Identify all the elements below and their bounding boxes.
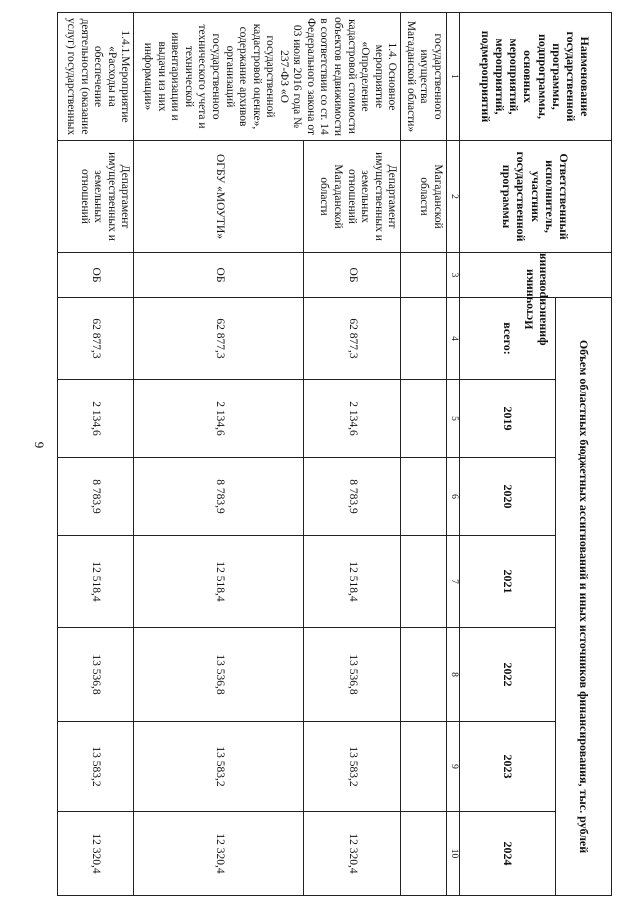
header-row-1 bbox=[556, 13, 612, 896]
row-value-2023 bbox=[401, 722, 447, 812]
row-value-2022 bbox=[401, 628, 447, 722]
table-row bbox=[58, 13, 134, 896]
row-value-2024: 12 320,4 bbox=[58, 812, 134, 896]
row-total bbox=[401, 298, 447, 380]
col-number: 3 bbox=[447, 253, 460, 298]
row-value-2023: 13 583,2 bbox=[134, 722, 304, 812]
row-name: 1.4.1.Мероприятие «Расходы на обеспечение деятельности (оказание услуг) государственных bbox=[58, 13, 134, 141]
table-row bbox=[134, 13, 304, 896]
row-source: ОБ bbox=[58, 253, 134, 298]
col-number: 9 bbox=[447, 722, 460, 812]
row-name: государственного имущества Магаданской области» bbox=[401, 13, 447, 141]
row-executor: ОГБУ «МОУТИ» bbox=[134, 141, 304, 253]
row-value-2020: 8 783,9 bbox=[58, 458, 134, 536]
header-executor: Ответственный исполнитель, участник государственной программы bbox=[460, 141, 612, 253]
row-total: 62 877,3 bbox=[304, 298, 401, 380]
header-volume: Объем областных бюджетных ассигнований и иных источников финансирования, тыс. рублей bbox=[556, 298, 612, 896]
row-value-2023: 13 583,2 bbox=[304, 722, 401, 812]
header-name: Наименование государственной программы, подпрограммы, основных мероприятий, мероприятий, подмероприятий bbox=[460, 13, 612, 141]
header-year-2023: 2023 bbox=[460, 722, 556, 812]
rotated-table-container bbox=[57, 12, 612, 895]
row-value-2021 bbox=[401, 536, 447, 628]
table-row bbox=[304, 13, 401, 896]
row-value-2020 bbox=[401, 458, 447, 536]
table-wrapper bbox=[57, 12, 612, 895]
row-value-2020: 8 783,9 bbox=[134, 458, 304, 536]
table-row bbox=[401, 13, 447, 896]
header-year-2022: 2022 bbox=[460, 628, 556, 722]
row-value-2024 bbox=[401, 812, 447, 896]
col-number: 1 bbox=[447, 13, 460, 141]
row-source: ОБ bbox=[304, 253, 401, 298]
row-total: 62 877,3 bbox=[134, 298, 304, 380]
row-value-2022: 13 536,8 bbox=[304, 628, 401, 722]
col-number: 7 bbox=[447, 536, 460, 628]
row-value-2022: 13 536,8 bbox=[134, 628, 304, 722]
row-name: 1.4. Основное мероприятие «Определение кадастровой стоимости объектов недвижимости в соответствии со ст. 14 Федерального закона от 03 июля 2016 года № 237-ФЗ «О государственной кадастровой оценке», содержание архивов организаций государственного технического учета и технической инвентаризации и выдачи из них информации» bbox=[134, 13, 401, 141]
row-executor: Департамент имущественных и земельных отношений Магаданской области bbox=[304, 141, 401, 253]
page-number: 9 bbox=[32, 441, 47, 449]
row-source bbox=[401, 253, 447, 298]
header-sources-text: Источники финансирования bbox=[521, 253, 549, 346]
header-total: всего: bbox=[460, 298, 556, 380]
row-value-2019: 2 134,6 bbox=[304, 380, 401, 458]
col-number: 4 bbox=[447, 298, 460, 380]
row-value-2019: 2 134,6 bbox=[58, 380, 134, 458]
financing-table bbox=[57, 12, 612, 896]
row-value-2024: 12 320,4 bbox=[134, 812, 304, 896]
row-source: ОБ bbox=[134, 253, 304, 298]
row-value-2024: 12 320,4 bbox=[304, 812, 401, 896]
row-value-2020: 8 783,9 bbox=[304, 458, 401, 536]
column-number-row bbox=[447, 13, 460, 896]
col-number: 6 bbox=[447, 458, 460, 536]
row-value-2023: 13 583,2 bbox=[58, 722, 134, 812]
row-executor: Магаданской области bbox=[401, 141, 447, 253]
header-year-2019: 2019 bbox=[460, 380, 556, 458]
row-value-2021: 12 518,4 bbox=[134, 536, 304, 628]
col-number: 10 bbox=[447, 812, 460, 896]
col-number: 2 bbox=[447, 141, 460, 253]
header-year-2021: 2021 bbox=[460, 536, 556, 628]
col-number: 5 bbox=[447, 380, 460, 458]
header-year-2020: 2020 bbox=[460, 458, 556, 536]
col-number: 8 bbox=[447, 628, 460, 722]
row-total: 62 877,3 bbox=[58, 298, 134, 380]
row-executor: Департамент имущественных и земельных отношений bbox=[58, 141, 134, 253]
row-value-2019: 2 134,6 bbox=[134, 380, 304, 458]
row-value-2019 bbox=[401, 380, 447, 458]
row-value-2021: 12 518,4 bbox=[304, 536, 401, 628]
header-year-2024: 2024 bbox=[460, 812, 556, 896]
row-value-2022: 13 536,8 bbox=[58, 628, 134, 722]
row-value-2021: 12 518,4 bbox=[58, 536, 134, 628]
